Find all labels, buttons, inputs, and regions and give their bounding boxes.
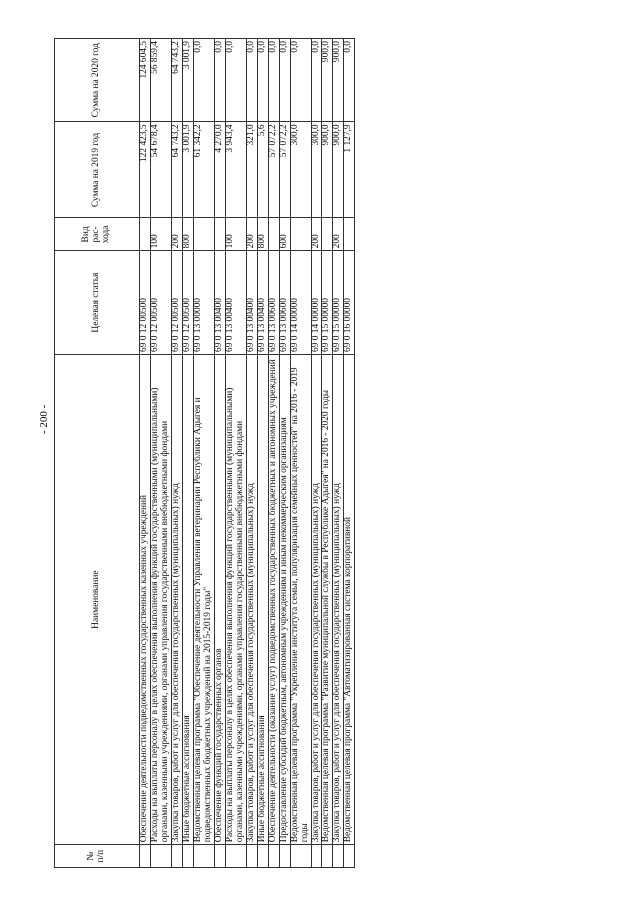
- row-number: [193, 845, 214, 868]
- row-sum-2019: 900,0: [322, 122, 333, 218]
- row-number: [171, 845, 182, 868]
- row-target-code: 69 0 13 00000: [193, 251, 214, 355]
- row-expense-kind: [344, 218, 355, 251]
- header-target: Целевая статья: [55, 251, 140, 355]
- row-number: [268, 845, 279, 868]
- row-expense-kind: 100: [225, 218, 246, 251]
- row-target-code: 69 0 14 00000: [311, 251, 322, 355]
- row-sum-2020: 0,0: [246, 39, 257, 122]
- row-target-code: 69 0 15 00000: [333, 251, 344, 355]
- row-name: Расходы на выплаты персоналу в целях обеспечения выполнения функций государственными (муниципальными) органами, казенными учреждениями, органами управления государственными внебюджетными фондами: [225, 354, 246, 844]
- row-name: Иные бюджетные ассигнования: [257, 354, 268, 844]
- row-sum-2019: 3 943,4: [225, 122, 246, 218]
- row-sum-2019: 54 678,4: [150, 122, 171, 218]
- table-row: [279, 39, 290, 868]
- row-target-code: 69 0 13 00400: [246, 251, 257, 355]
- row-name: Закупка товаров, работ и услуг для обеспечения государственных (муниципальных) нужд: [246, 354, 257, 844]
- row-target-code: 69 0 13 00400: [225, 251, 246, 355]
- row-sum-2020: 3 001,9: [182, 39, 193, 122]
- row-name: Ведомственная целевая программа "Обеспечение деятельности Управления ветеринарии Республики Адыгея и подведомственных бюджетных учреждений на 2015-2019 годы": [193, 354, 214, 844]
- header-kind: Вид рас-хода: [55, 218, 140, 251]
- budget-table: [54, 38, 355, 868]
- row-sum-2019: 57 072,2: [268, 122, 279, 218]
- row-number: [246, 845, 257, 868]
- row-name: Предоставление субсидий бюджетным, автономным учреждениям и иным некоммерческим организациям: [279, 354, 290, 844]
- row-number: [344, 845, 355, 868]
- row-expense-kind: 600: [279, 218, 290, 251]
- row-expense-kind: [140, 218, 151, 251]
- row-name: Обеспечение деятельности (оказание услуг) подведомственных государственных бюджетных и автономных учреждений: [268, 354, 279, 844]
- row-target-code: 69 0 12 00500: [150, 251, 171, 355]
- row-number: [140, 845, 151, 868]
- row-expense-kind: 200: [246, 218, 257, 251]
- row-number: [322, 845, 333, 868]
- row-name: Иные бюджетные ассигнования: [182, 354, 193, 844]
- row-sum-2019: 61 342,2: [193, 122, 214, 218]
- row-expense-kind: [214, 218, 225, 251]
- table-row: [214, 39, 225, 868]
- table-row: [171, 39, 182, 868]
- table-row: [290, 39, 311, 868]
- row-number: [279, 845, 290, 868]
- row-name: Обеспечение деятельности подведомственных государственных казенных учреждений: [140, 354, 151, 844]
- row-name: Закупка товаров, работ и услуг для обеспечения государственных (муниципальных) нужд: [171, 354, 182, 844]
- row-target-code: 69 0 16 00000: [344, 251, 355, 355]
- row-number: [182, 845, 193, 868]
- row-sum-2019: 122 423,5: [140, 122, 151, 218]
- row-expense-kind: [290, 218, 311, 251]
- row-expense-kind: 800: [257, 218, 268, 251]
- row-name: Закупка товаров, работ и услуг для обеспечения государственных (муниципальных) нужд: [333, 354, 344, 844]
- row-sum-2020: 0,0: [193, 39, 214, 122]
- row-sum-2019: 3 001,9: [182, 122, 193, 218]
- row-sum-2019: 300,0: [290, 122, 311, 218]
- row-target-code: 69 0 12 00500: [140, 251, 151, 355]
- row-sum-2019: 900,0: [333, 122, 344, 218]
- row-expense-kind: 200: [333, 218, 344, 251]
- table-row: [140, 39, 151, 868]
- row-sum-2020: 0,0: [344, 39, 355, 122]
- row-sum-2020: 0,0: [268, 39, 279, 122]
- row-sum-2020: 64 743,2: [171, 39, 182, 122]
- row-sum-2020: 0,0: [290, 39, 311, 122]
- row-sum-2019: 300,0: [311, 122, 322, 218]
- row-number: [257, 845, 268, 868]
- table-row: [193, 39, 214, 868]
- row-target-code: 69 0 13 00400: [257, 251, 268, 355]
- row-expense-kind: [322, 218, 333, 251]
- row-sum-2020: 0,0: [225, 39, 246, 122]
- header-sum-2019: Сумма на 2019 год: [55, 122, 140, 218]
- row-number: [333, 845, 344, 868]
- row-expense-kind: 800: [182, 218, 193, 251]
- page-number: - 200 -: [38, 404, 50, 434]
- row-sum-2019: 4 270,0: [214, 122, 225, 218]
- row-sum-2020: 0,0: [214, 39, 225, 122]
- table-row: [344, 39, 355, 868]
- row-target-code: 69 0 13 00600: [268, 251, 279, 355]
- table-row: [225, 39, 246, 868]
- row-name: Расходы на выплаты персоналу в целях обеспечения выполнения функций государственными (муниципальными) органами, казенными учреждениями, органами управления государственными внебюджетными фондами: [150, 354, 171, 844]
- row-number: [150, 845, 171, 868]
- row-number: [290, 845, 311, 868]
- row-name: Закупка товаров, работ и услуг для обеспечения государственных (муниципальных) нужд: [311, 354, 322, 844]
- row-sum-2019: 5,6: [257, 122, 268, 218]
- row-target-code: 69 0 13 00600: [279, 251, 290, 355]
- row-expense-kind: 200: [311, 218, 322, 251]
- row-number: [214, 845, 225, 868]
- row-sum-2019: 57 072,2: [279, 122, 290, 218]
- row-expense-kind: [268, 218, 279, 251]
- header-no: № п/п: [55, 845, 140, 868]
- row-sum-2020: 0,0: [257, 39, 268, 122]
- row-expense-kind: [193, 218, 214, 251]
- row-sum-2019: 64 743,2: [171, 122, 182, 218]
- row-target-code: 69 0 15 00000: [322, 251, 333, 355]
- row-target-code: 69 0 12 00500: [182, 251, 193, 355]
- row-sum-2020: 900,0: [333, 39, 344, 122]
- row-sum-2019: 321,0: [246, 122, 257, 218]
- header-name: Наименование: [55, 354, 140, 844]
- row-sum-2020: 56 859,4: [150, 39, 171, 122]
- table-body: [140, 39, 355, 868]
- header-sum-2020: Сумма на 2020 год: [55, 39, 140, 122]
- header-row: [55, 39, 140, 868]
- row-sum-2019: 1 127,9: [344, 122, 355, 218]
- table-row: [246, 39, 257, 868]
- table-row: [268, 39, 279, 868]
- table-row: [257, 39, 268, 868]
- row-sum-2020: 0,0: [311, 39, 322, 122]
- row-number: [225, 845, 246, 868]
- row-target-code: 69 0 13 00400: [214, 251, 225, 355]
- row-number: [311, 845, 322, 868]
- table-row: [182, 39, 193, 868]
- row-expense-kind: 100: [150, 218, 171, 251]
- row-name: Ведомственная целевая программа "Автоматизированная система корпоративной: [344, 354, 355, 844]
- row-target-code: 69 0 12 00500: [171, 251, 182, 355]
- row-target-code: 69 0 14 00000: [290, 251, 311, 355]
- row-sum-2020: 0,0: [279, 39, 290, 122]
- row-name: Ведомственная целевая программа "Укрепление института семьи, популяризация семейных ценностей" на 2016 - 2019 годы: [290, 354, 311, 844]
- budget-table-container: [54, 38, 590, 868]
- row-name: Обеспечение функций государственных органов: [214, 354, 225, 844]
- row-sum-2020: 900,0: [322, 39, 333, 122]
- row-expense-kind: 200: [171, 218, 182, 251]
- row-name: Ведомственная целевая программа "Развитие муниципальной службы в Республике Адыгея" на 2016 - 2020 годы: [322, 354, 333, 844]
- row-sum-2020: 124 604,5: [140, 39, 151, 122]
- table-row: [150, 39, 171, 868]
